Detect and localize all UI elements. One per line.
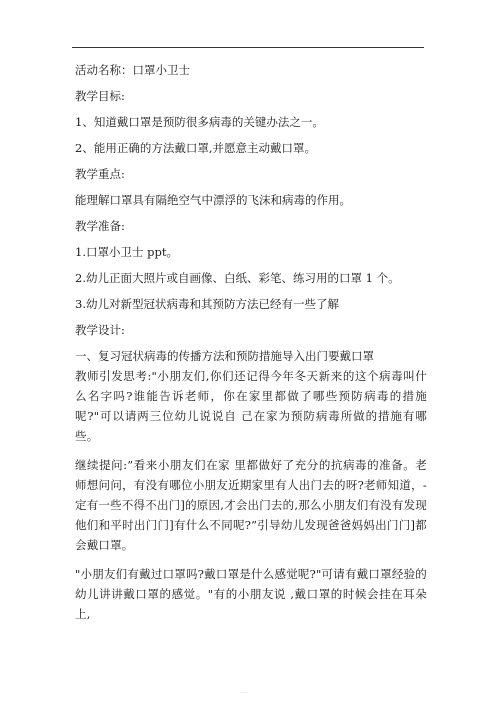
design-step: 一、复习冠状病毒的传播方法和预防措施导入出门要戴口罩 <box>75 349 374 363</box>
focus-text: 能理解口罩具有隔绝空气中漂浮的飞沫和病毒的作用。 <box>75 193 351 207</box>
paragraph: "小朋友们有戴过口罩吗?戴口罩是什么感觉呢?"可请有戴口罩经验的幼儿讲讲戴口罩的感觉。"有的小朋友说 ,戴口罩的时候会挂在耳朵上, <box>75 567 427 621</box>
document-body <box>75 62 427 633</box>
prep-item: 3.幼儿对新型冠状病毒和其预防方法已经有一些了解 <box>75 297 339 311</box>
prep-item: 2.幼儿正面大照片或自画像、白纸、彩笔、练习用的口罩 1 个。 <box>75 271 400 285</box>
paragraph: 教师引发思考:"小朋友们,你们还记得今年冬天新来的这个病毒叫什么名字吗?谁能告诉老师，你在家里都做了哪些预防病毒的措施呢?"可以请两三位幼儿说说自 己在家为预防病毒所做的措施有哪些。 <box>75 369 427 443</box>
goal-item: 1、知道戴口罩是预防很多病毒的关键办法之一。 <box>75 115 324 129</box>
goal-item: 2、能用正确的方法戴口罩,并愿意主动戴口罩。 <box>75 141 316 155</box>
paragraph: 继续提问:”看来小朋友们在家 里都做好了充分的抗病毒的准备。老师想问问，有没有哪位小朋友近期家里有人出门去的呀?老师知道，-定有一些不得不出门]的原因,才会出门去的,那么小朋友们有没有发现他们和平时出门门]有什么不同呢?”引导幼儿发现爸爸妈妈出门门]都会戴口罩。 <box>75 458 427 552</box>
prep-heading: 教学准备: <box>75 219 125 233</box>
goals-heading: 教学目标: <box>75 89 125 103</box>
prep-item: 1.口罩小卫士 ppt。 <box>75 245 178 259</box>
focus-heading: 教学重点: <box>75 167 125 181</box>
activity-title: 活动名称：口罩小卫士 <box>75 63 190 77</box>
design-heading: 教学设计: <box>75 323 125 337</box>
footer-mark: ···· <box>240 690 248 697</box>
header-rule <box>72 47 424 48</box>
